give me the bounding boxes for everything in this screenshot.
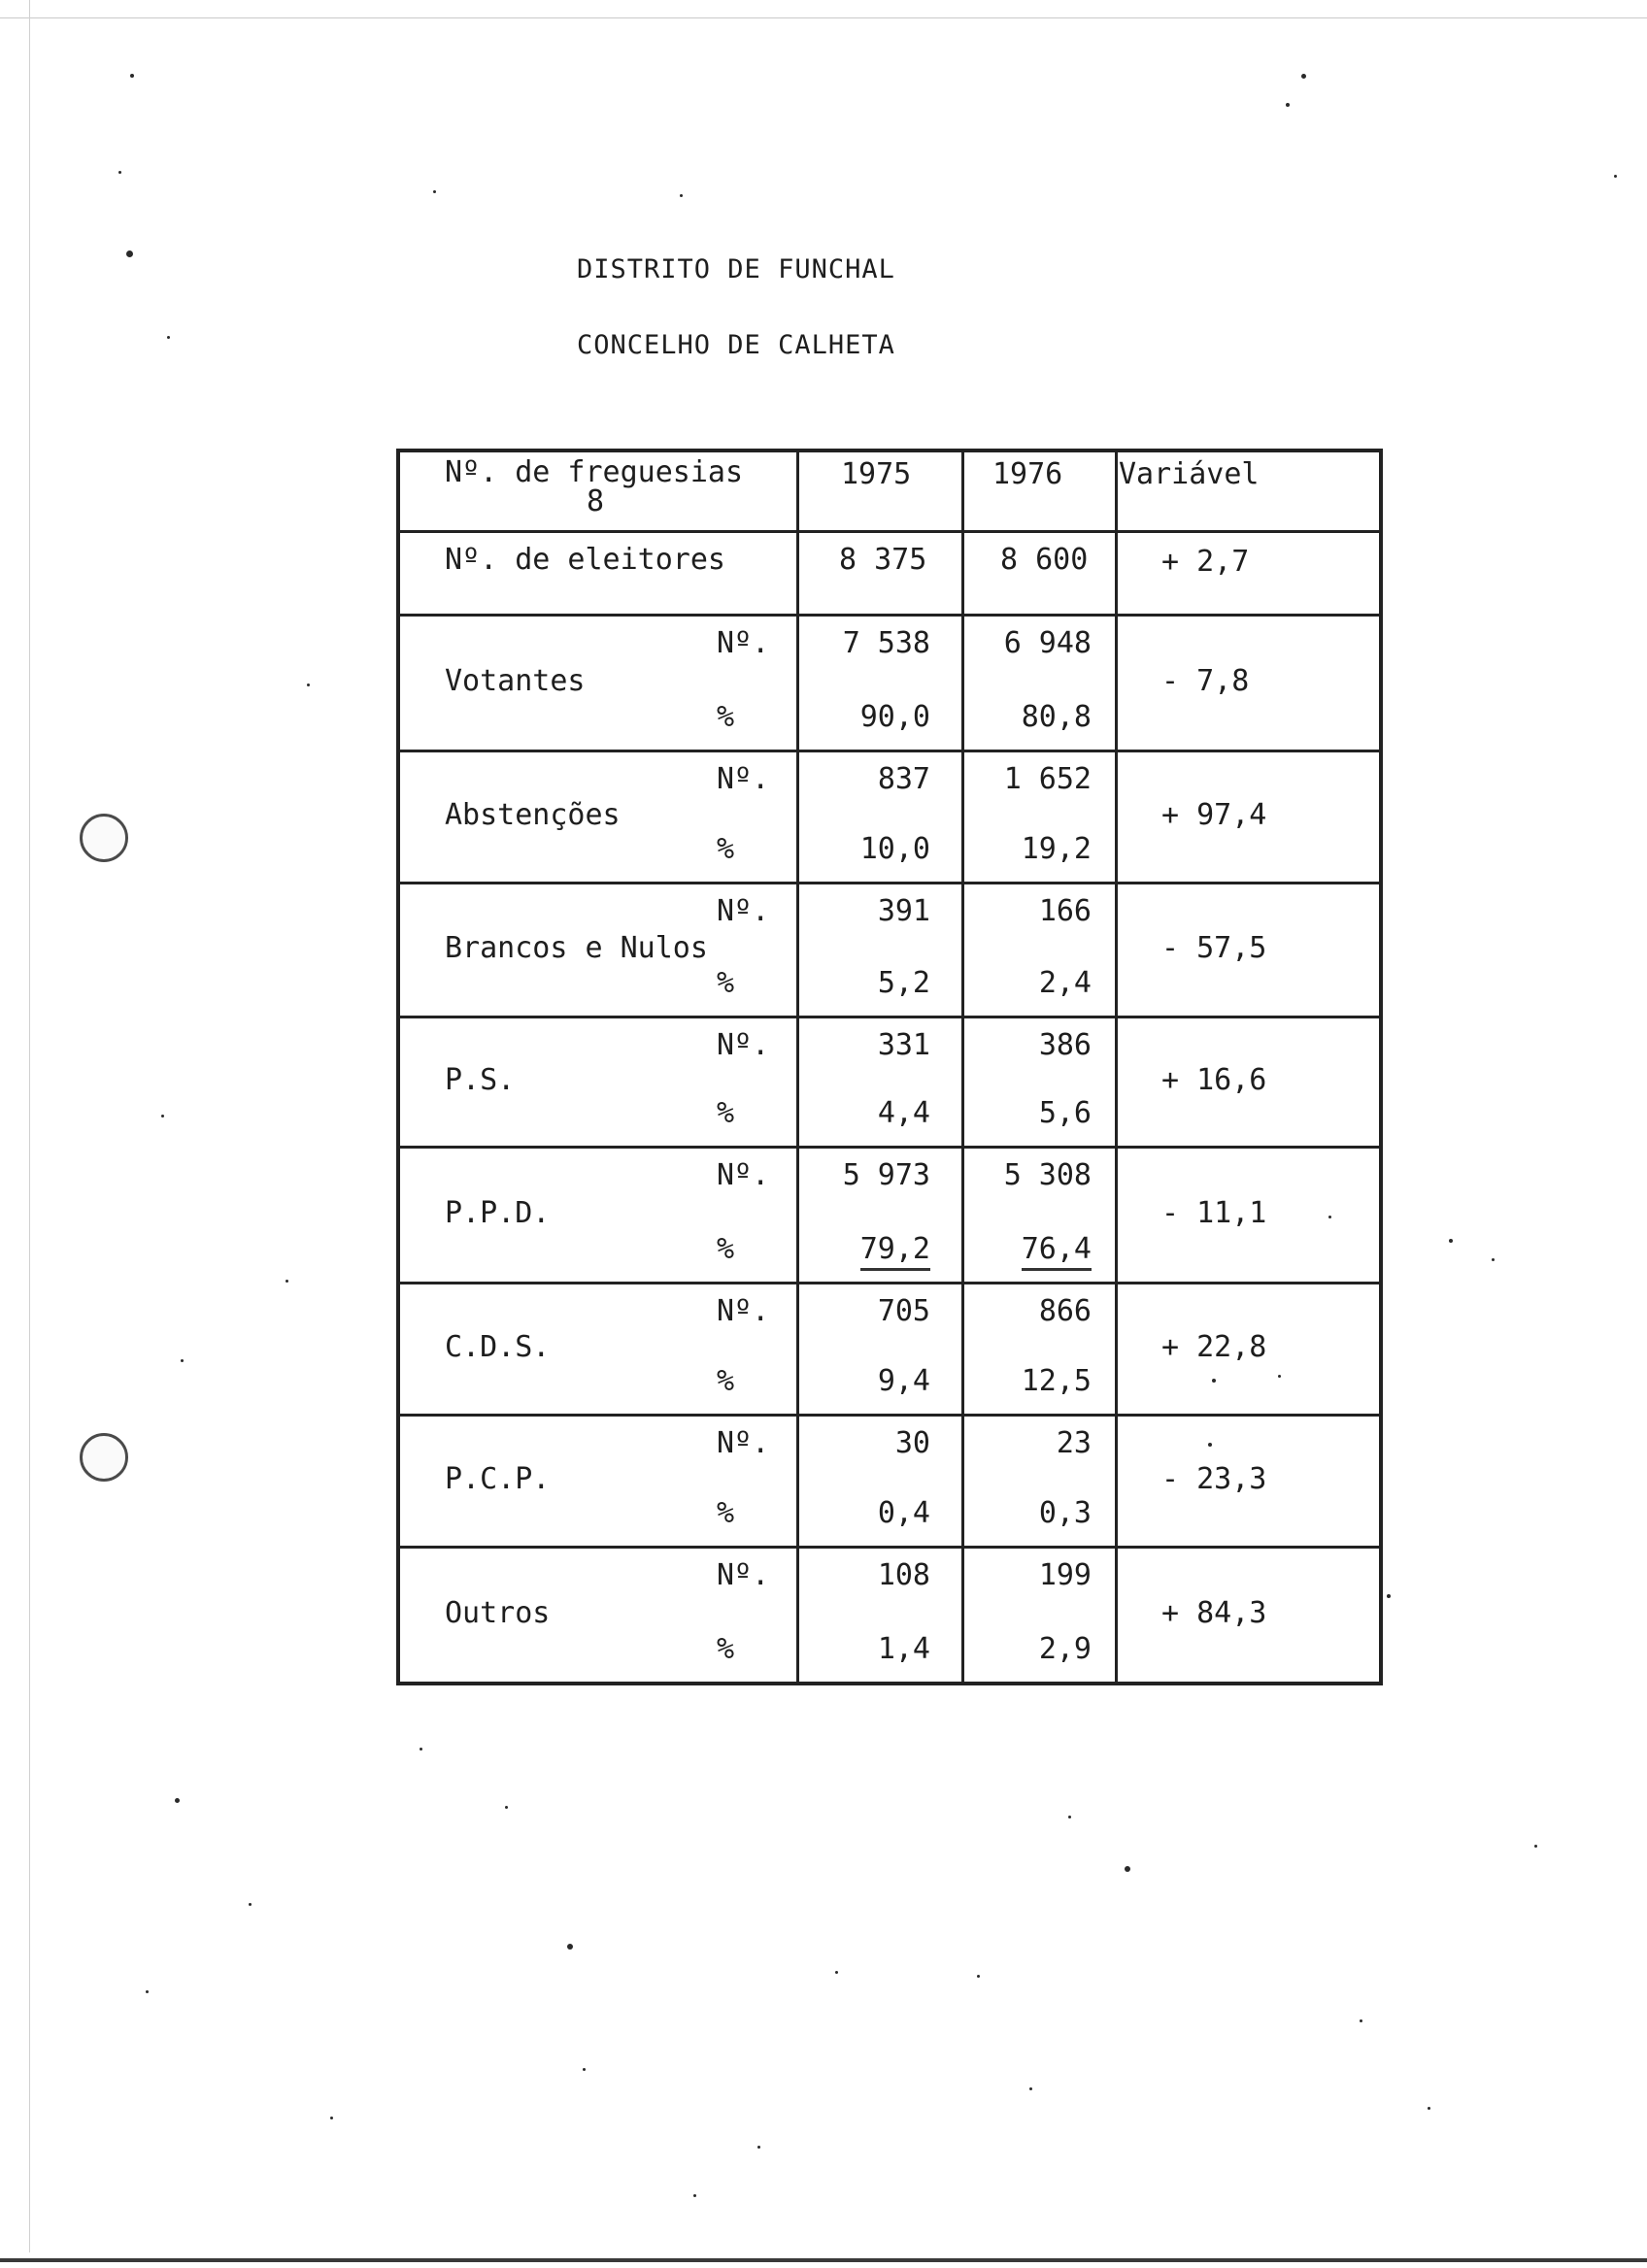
row-variavel: - 7,8 bbox=[1161, 664, 1250, 698]
eleitores-1976: 8 600 bbox=[1000, 543, 1089, 577]
header-1976: 1976 bbox=[992, 457, 1063, 491]
noise-dot bbox=[1449, 1239, 1453, 1243]
noise-dot bbox=[1125, 1866, 1130, 1872]
row-pct-1975: 0,4 bbox=[877, 1496, 930, 1530]
noise-dot bbox=[307, 684, 310, 686]
row-pct-1975: 79,2 bbox=[860, 1233, 930, 1271]
row-n-1975: 331 bbox=[877, 1028, 930, 1062]
table-hline bbox=[396, 1682, 1383, 1685]
page-top-edge bbox=[0, 17, 1647, 18]
noise-dot bbox=[567, 1944, 573, 1950]
header-variavel: Variável bbox=[1119, 457, 1260, 491]
row-variavel: + 84,3 bbox=[1161, 1596, 1267, 1630]
row-variavel: - 23,3 bbox=[1161, 1462, 1267, 1496]
row-variavel: + 97,4 bbox=[1161, 798, 1267, 832]
noise-dot bbox=[1208, 1443, 1212, 1447]
row-label: Abstenções bbox=[445, 798, 621, 832]
table-hline bbox=[396, 882, 1383, 884]
row-pct-label: % bbox=[717, 966, 735, 1000]
table-vline bbox=[1115, 449, 1118, 1685]
header-label-line2: 8 bbox=[587, 484, 605, 518]
row-pct-1976: 80,8 bbox=[1021, 700, 1092, 734]
noise-dot bbox=[757, 2146, 760, 2149]
row-n-1976: 5 308 bbox=[1003, 1158, 1092, 1192]
noise-dot bbox=[167, 336, 170, 339]
eleitores-label: Nº. de eleitores bbox=[445, 543, 725, 577]
noise-dot bbox=[1068, 1816, 1071, 1818]
row-pct-label: % bbox=[717, 1496, 735, 1530]
page-left-edge bbox=[29, 0, 30, 2252]
row-pct-label: % bbox=[717, 1364, 735, 1398]
table-vline bbox=[396, 449, 400, 1685]
table-hline bbox=[396, 449, 1383, 452]
noise-dot bbox=[977, 1975, 980, 1978]
row-n-label: Nº. bbox=[717, 626, 770, 660]
row-label: Votantes bbox=[445, 664, 586, 698]
noise-dot bbox=[1492, 1258, 1495, 1261]
noise-dot bbox=[680, 194, 683, 197]
noise-dot bbox=[1614, 175, 1617, 178]
noise-dot bbox=[286, 1280, 288, 1283]
eleitores-1975: 8 375 bbox=[839, 543, 927, 577]
header-label-line1: Nº. de freguesias bbox=[445, 455, 744, 489]
row-n-label: Nº. bbox=[717, 1294, 770, 1328]
noise-dot bbox=[1360, 2019, 1362, 2022]
table-hline bbox=[396, 750, 1383, 752]
row-pct-1975: 9,4 bbox=[877, 1364, 930, 1398]
row-pct-1975: 90,0 bbox=[859, 700, 930, 734]
row-n-1976: 386 bbox=[1038, 1028, 1092, 1062]
noise-dot bbox=[175, 1798, 180, 1803]
table-hline bbox=[396, 1546, 1383, 1549]
district-title: DISTRITO DE FUNCHAL bbox=[577, 254, 895, 284]
header-1975: 1975 bbox=[841, 457, 912, 491]
table-hline bbox=[396, 1016, 1383, 1018]
row-n-1975: 391 bbox=[877, 894, 930, 928]
table-hline bbox=[396, 1282, 1383, 1284]
noise-dot bbox=[249, 1903, 252, 1906]
table-hline bbox=[396, 614, 1383, 617]
municipality-title: CONCELHO DE CALHETA bbox=[577, 330, 895, 360]
noise-dot bbox=[161, 1115, 164, 1117]
row-label: P.P.D. bbox=[445, 1196, 551, 1230]
noise-dot bbox=[1212, 1379, 1216, 1383]
row-n-1975: 705 bbox=[877, 1294, 930, 1328]
row-label: Brancos e Nulos bbox=[445, 931, 708, 965]
row-n-1976: 166 bbox=[1038, 894, 1092, 928]
punch-hole-top bbox=[80, 814, 128, 862]
row-variavel: + 16,6 bbox=[1161, 1063, 1267, 1097]
row-pct-label: % bbox=[717, 700, 735, 734]
row-pct-1976: 2,9 bbox=[1038, 1632, 1092, 1666]
noise-dot bbox=[693, 2194, 696, 2197]
row-n-label: Nº. bbox=[717, 1158, 770, 1192]
noise-dot bbox=[1328, 1216, 1331, 1218]
noise-dot bbox=[835, 1971, 838, 1974]
row-pct-label: % bbox=[717, 1096, 735, 1130]
row-label: P.C.P. bbox=[445, 1462, 551, 1496]
row-pct-1976: 5,6 bbox=[1038, 1096, 1092, 1130]
row-pct-1975: 4,4 bbox=[877, 1096, 930, 1130]
noise-dot bbox=[130, 74, 134, 78]
row-pct-1976: 76,4 bbox=[1022, 1233, 1092, 1271]
table-hline bbox=[396, 530, 1383, 533]
table-vline bbox=[1379, 449, 1383, 1685]
row-n-1975: 30 bbox=[894, 1426, 930, 1460]
noise-dot bbox=[126, 250, 133, 257]
row-n-1976: 23 bbox=[1056, 1426, 1092, 1460]
row-n-label: Nº. bbox=[717, 894, 770, 928]
row-n-1975: 837 bbox=[877, 762, 930, 796]
page-bottom-edge bbox=[0, 2258, 1647, 2262]
row-pct-1975: 1,4 bbox=[877, 1632, 930, 1666]
noise-dot bbox=[1534, 1845, 1537, 1848]
noise-dot bbox=[1387, 1594, 1391, 1598]
row-variavel: - 57,5 bbox=[1161, 931, 1267, 965]
noise-dot bbox=[181, 1359, 184, 1362]
row-n-1976: 6 948 bbox=[1003, 626, 1092, 660]
row-n-label: Nº. bbox=[717, 1558, 770, 1592]
row-n-1976: 866 bbox=[1038, 1294, 1092, 1328]
row-n-label: Nº. bbox=[717, 1028, 770, 1062]
noise-dot bbox=[505, 1806, 508, 1809]
row-n-label: Nº. bbox=[717, 762, 770, 796]
row-n-1975: 108 bbox=[877, 1558, 930, 1592]
row-n-1976: 1 652 bbox=[1003, 762, 1092, 796]
row-pct-1976: 0,3 bbox=[1038, 1496, 1092, 1530]
eleitores-variavel: + 2,7 bbox=[1161, 545, 1250, 579]
row-pct-label: % bbox=[717, 832, 735, 866]
row-label: P.S. bbox=[445, 1063, 516, 1097]
table-vline bbox=[796, 449, 799, 1685]
row-variavel: + 22,8 bbox=[1161, 1330, 1267, 1364]
noise-dot bbox=[1428, 2107, 1430, 2110]
row-n-1975: 7 538 bbox=[842, 626, 930, 660]
noise-dot bbox=[1029, 2087, 1032, 2090]
row-pct-1975: 5,2 bbox=[877, 966, 930, 1000]
noise-dot bbox=[1286, 103, 1290, 107]
row-n-1976: 199 bbox=[1038, 1558, 1092, 1592]
row-n-label: Nº. bbox=[717, 1426, 770, 1460]
noise-dot bbox=[433, 190, 436, 193]
row-label: Outros bbox=[445, 1596, 551, 1630]
row-pct-label: % bbox=[717, 1632, 735, 1666]
table-vline bbox=[961, 449, 964, 1685]
noise-dot bbox=[330, 2117, 333, 2119]
noise-dot bbox=[146, 1990, 149, 1993]
row-pct-label: % bbox=[717, 1232, 735, 1266]
punch-hole-bottom bbox=[80, 1433, 128, 1482]
noise-dot bbox=[420, 1748, 422, 1751]
row-pct-1975: 10,0 bbox=[859, 832, 930, 866]
table-hline bbox=[396, 1146, 1383, 1149]
table-hline bbox=[396, 1414, 1383, 1417]
noise-dot bbox=[118, 171, 121, 174]
noise-dot bbox=[583, 2068, 586, 2071]
row-pct-1976: 12,5 bbox=[1021, 1364, 1092, 1398]
noise-dot bbox=[1278, 1375, 1281, 1378]
noise-dot bbox=[1301, 74, 1306, 79]
row-pct-1976: 2,4 bbox=[1038, 966, 1092, 1000]
row-variavel: - 11,1 bbox=[1161, 1196, 1267, 1230]
row-label: C.D.S. bbox=[445, 1330, 551, 1364]
row-pct-1976: 19,2 bbox=[1021, 832, 1092, 866]
row-n-1975: 5 973 bbox=[842, 1158, 930, 1192]
